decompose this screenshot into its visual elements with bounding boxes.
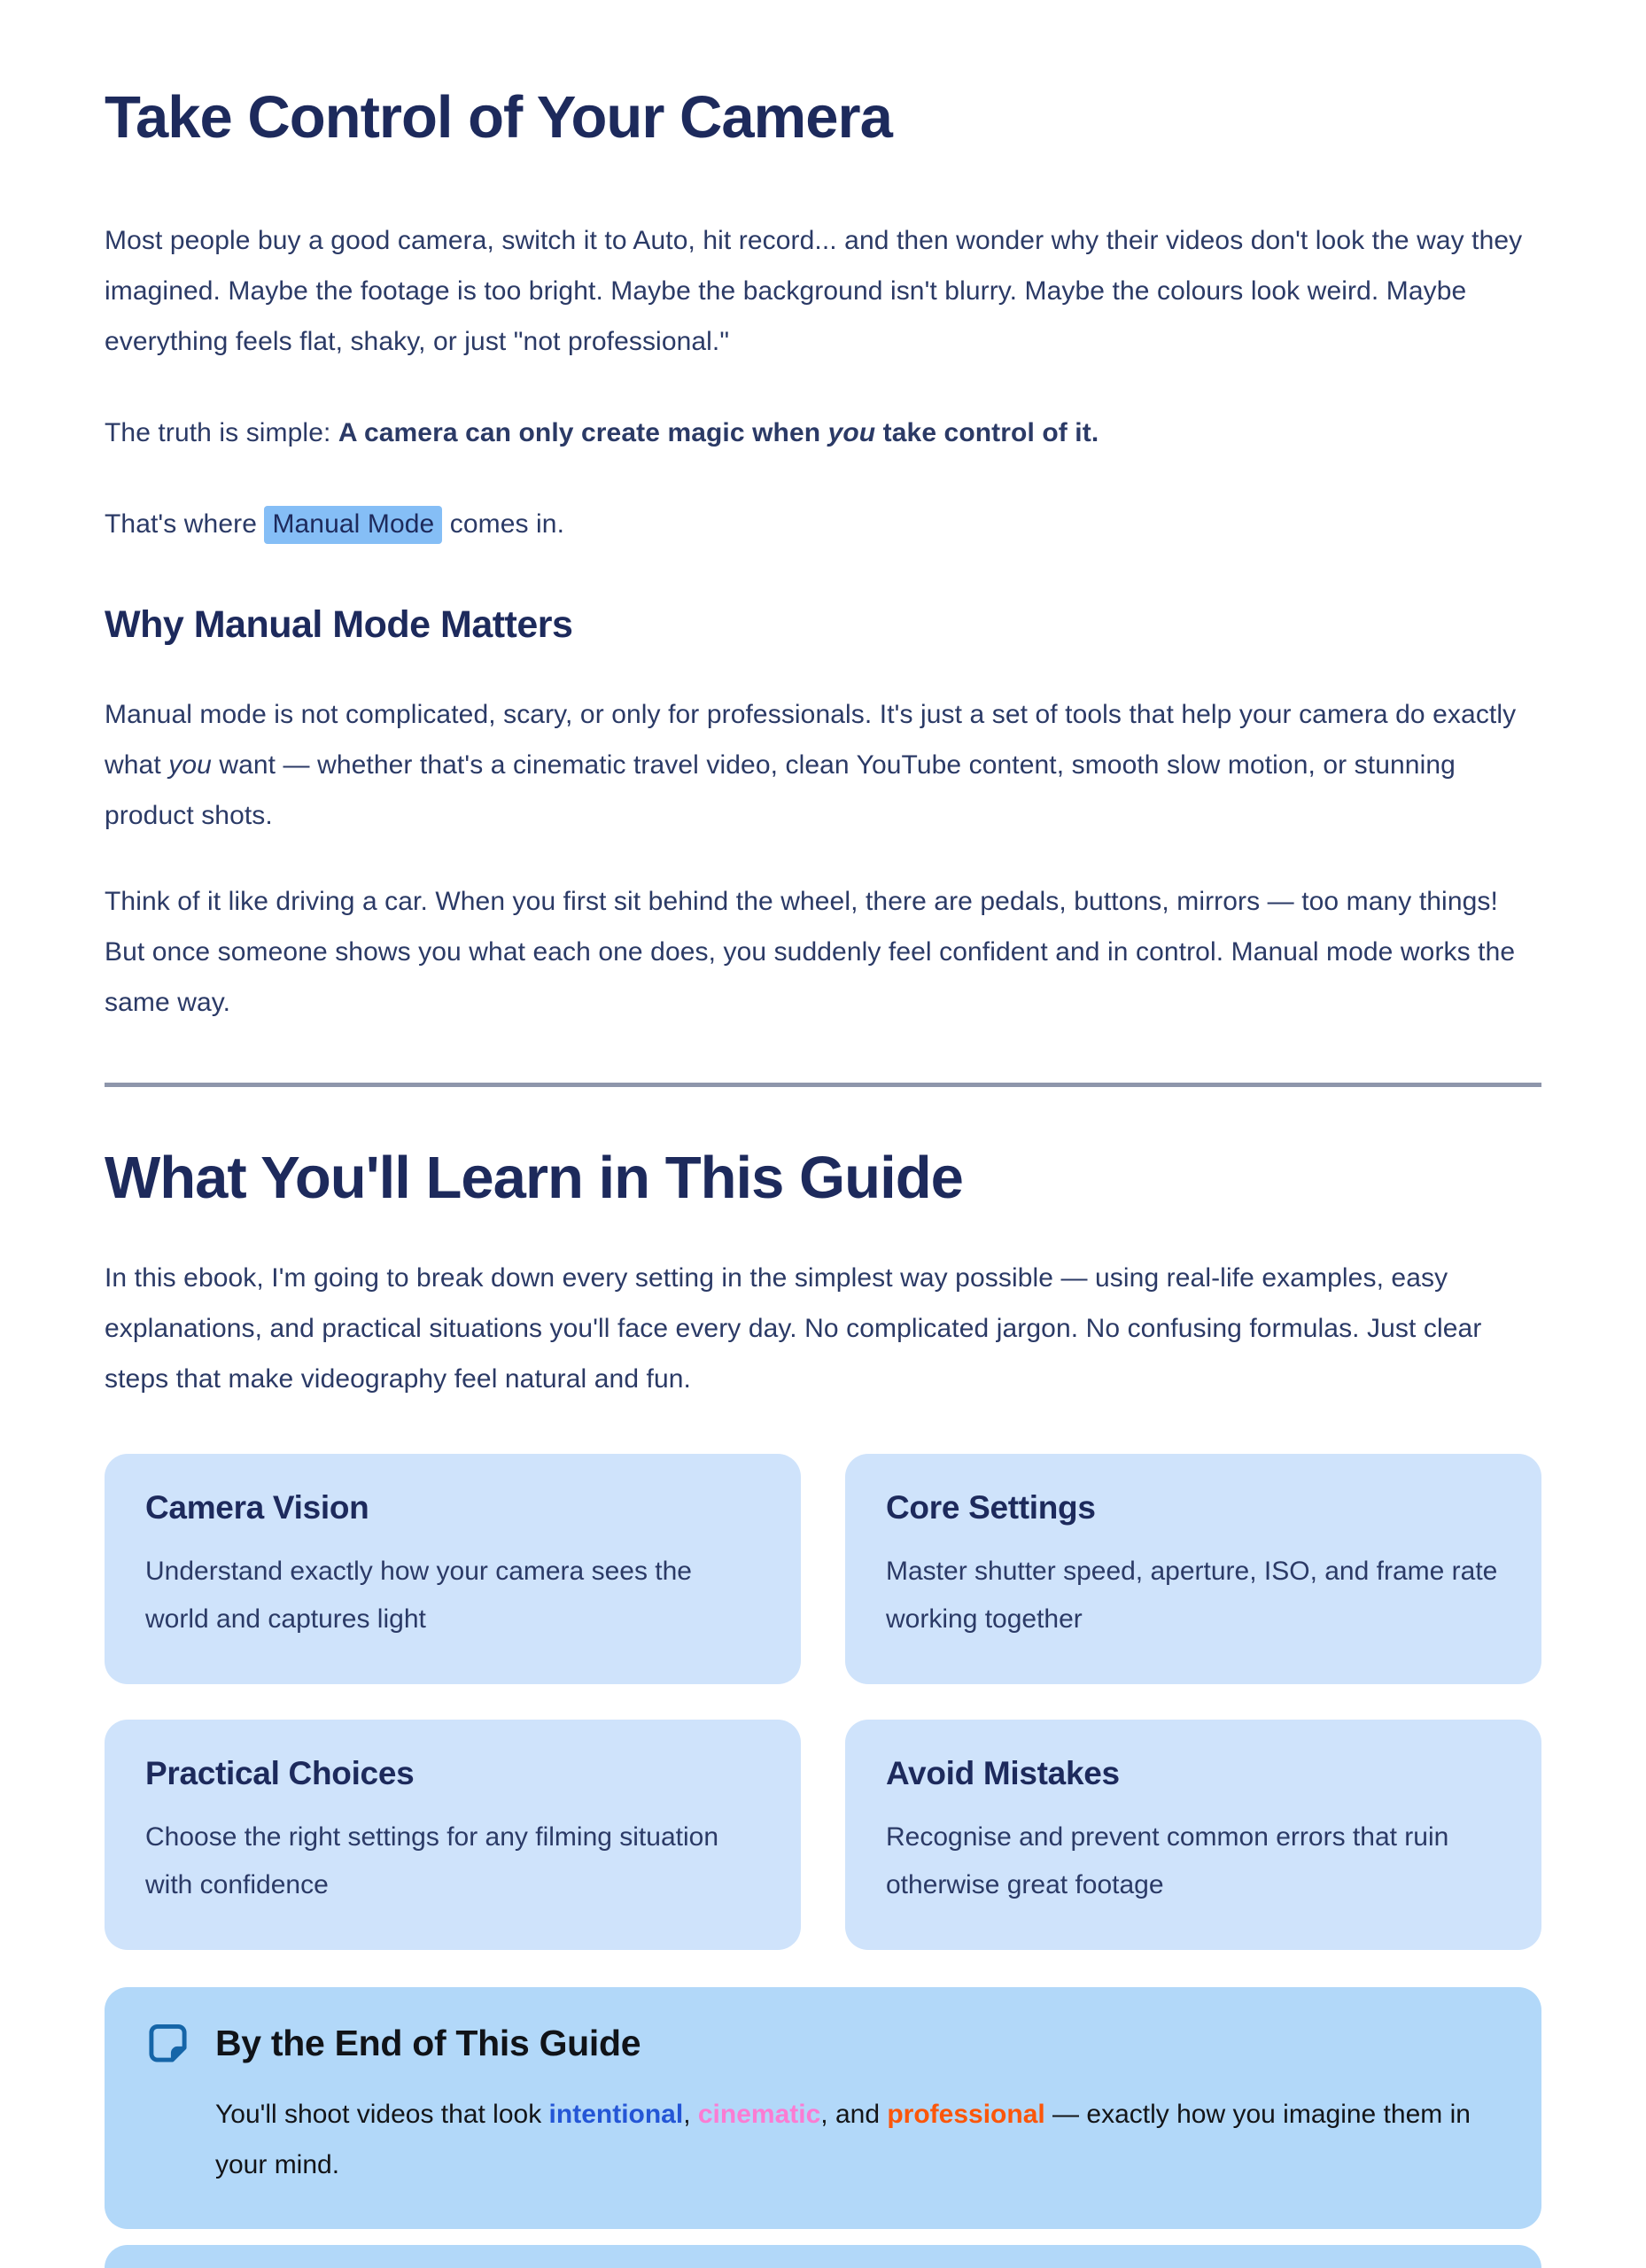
section-heading-what-youll-learn: What You'll Learn in This Guide <box>105 1144 963 1211</box>
callout-header <box>147 2023 1499 2064</box>
callout-body: You'll shoot videos that look intentional, cinematic, and professional — exactly how you imagine them in your mind. <box>215 2099 1471 2179</box>
card-title: Camera Vision <box>145 1488 369 1526</box>
card-body: Understand exactly how your camera sees the world and captures light <box>145 1556 692 1634</box>
next-section-peek <box>105 2245 1541 2268</box>
why-paragraph-2: Think of it like driving a car. When you first sit behind the wheel, there are pedals, buttons, mirrors — too many things! But once someone shows you what each one does, you suddenly feel confident and in control. Manual mode works the same way. <box>105 886 1516 1017</box>
card-title: Practical Choices <box>145 1754 415 1791</box>
card-camera-vision <box>105 1454 801 1684</box>
card-title: Core Settings <box>886 1488 1096 1526</box>
card-body: Recognise and prevent common errors that ruin otherwise great footage <box>886 1821 1449 1899</box>
card-body: Choose the right settings for any filming situation with confidence <box>145 1821 719 1899</box>
sticky-note-icon <box>147 2023 189 2064</box>
callout-by-the-end <box>105 1987 1541 2229</box>
topic-cards-grid <box>105 1454 1541 1950</box>
section-heading-why-manual-mode: Why Manual Mode Matters <box>105 603 573 647</box>
section-divider <box>105 1083 1541 1087</box>
callout-title: By the End of This Guide <box>215 2022 641 2063</box>
card-body: Master shutter speed, aperture, ISO, and frame rate working together <box>886 1556 1498 1634</box>
why-paragraph-1: Manual mode is not complicated, scary, or only for professionals. It's just a set of tools that help your camera do exactly what you want — whether that's a cinematic travel video, clean YouTube content, smooth slow motion, or stunning product shots. <box>105 699 1517 830</box>
intro-paragraph-1: Most people buy a good camera, switch it to Auto, hit record... and then wonder why their videos don't look the way they imagined. Maybe the footage is too bright. Maybe the background isn't blurry. Maybe the colours look weird. Maybe everything feels flat, shaky, or just "not professional." <box>105 226 1523 357</box>
card-core-settings <box>845 1454 1541 1684</box>
learn-intro-paragraph: In this ebook, I'm going to break down every setting in the simplest way possible — using real-life examples, easy explanations, and practical situations you'll face every day. No complicated jargon. No confusing formulas. Just clear steps that make videography feel natural and fun. <box>105 1262 1482 1394</box>
intro-paragraph-2: The truth is simple: A camera can only create magic when you take control of it. <box>105 418 1099 448</box>
card-avoid-mistakes <box>845 1720 1541 1950</box>
intro-paragraph-3: That's where Manual Mode comes in. <box>105 499 1541 549</box>
page-title: Take Control of Your Camera <box>105 84 892 151</box>
card-practical-choices <box>105 1720 801 1950</box>
card-title: Avoid Mistakes <box>886 1754 1120 1791</box>
